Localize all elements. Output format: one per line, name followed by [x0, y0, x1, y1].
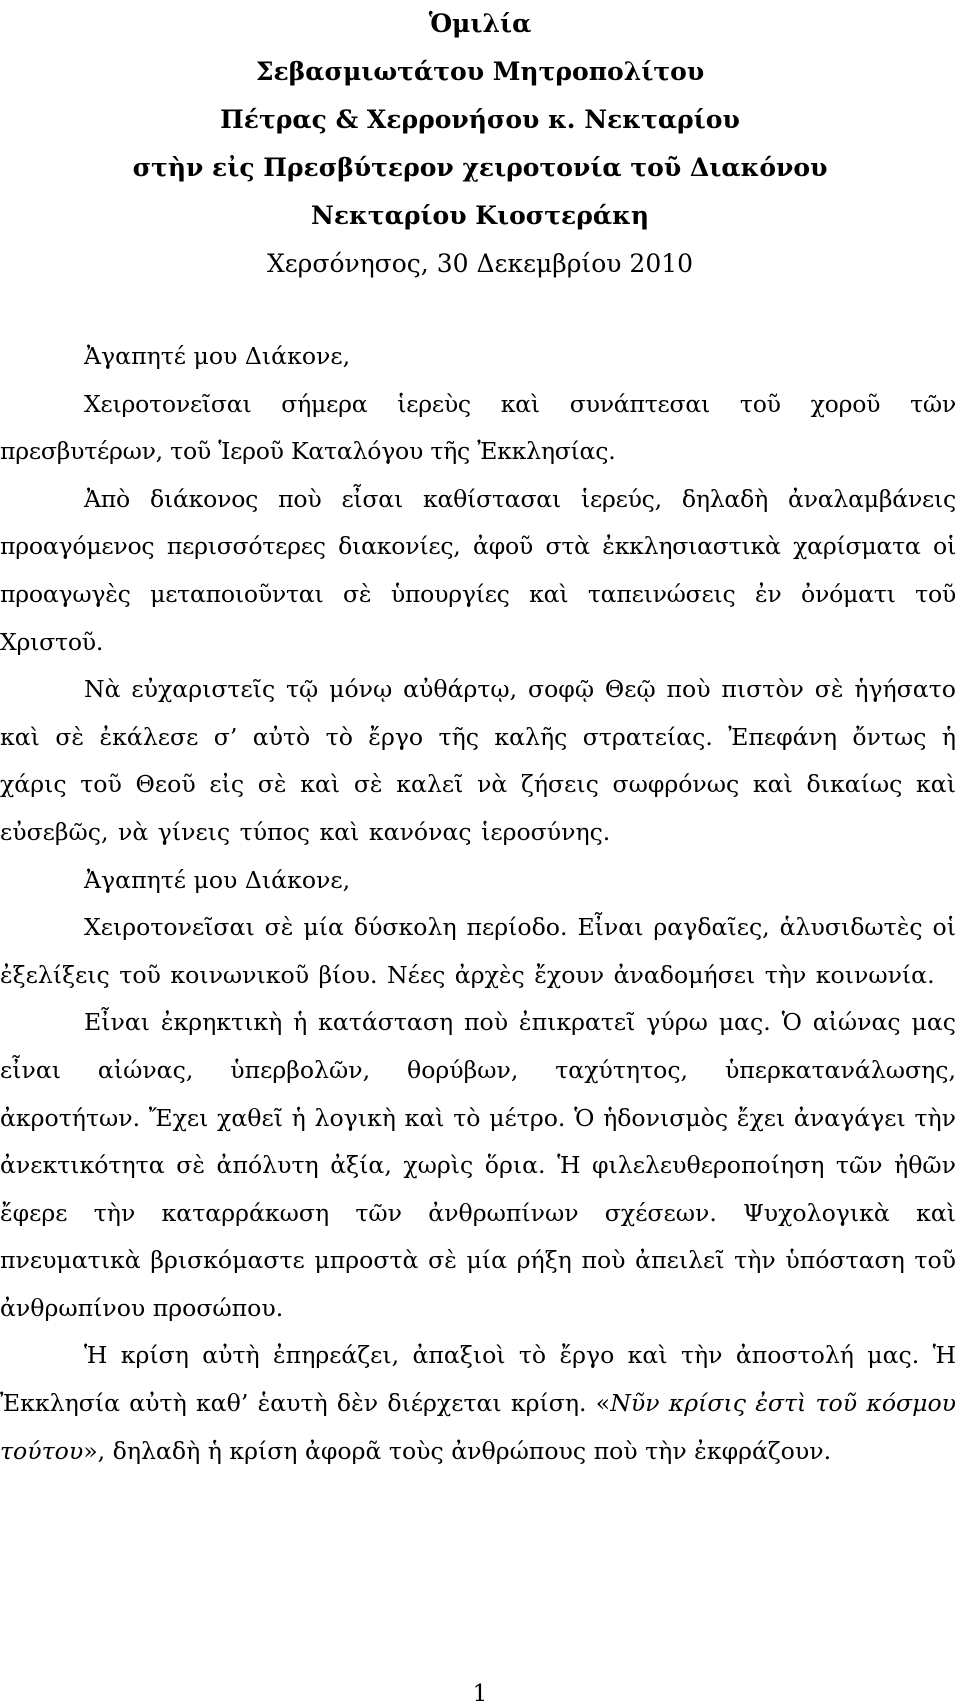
heading-place-date: Χερσόνησος, 30 Δεκεμβρίου 2010 [266, 249, 694, 278]
paragraph-crisis-church-text: Ἡ κρίση αὐτὴ ἐπηρεάζει, ἀπαξιοὶ τὸ ἔργο καὶ τὴν ἀποστολή μας. Ἡ Ἐκκλησία αὐτὴ καθ’ ἑαυτὴ δὲν διέρχεται κρίση. « [0, 1341, 956, 1418]
heading-occasion: στὴν εἰς Πρεσβύτερον χειροτονία τοῦ Διακόνου [132, 153, 828, 182]
homily-body [0, 333, 956, 1475]
paragraph-salutation-2: Ἀγαπητέ μου Διάκονε, [84, 865, 351, 894]
heading-homily: Ὁμιλία [428, 9, 532, 38]
paragraph-ordination: Χειροτονεῖσαι σήμερα ἱερεὺς καὶ συνάπτεσαι τοῦ χοροῦ τῶν πρεσβυτέρων, τοῦ Ἱεροῦ Καταλόγου τῆς Ἐκκλησίας. [0, 389, 956, 466]
homily-heading [0, 0, 960, 288]
heading-see: Πέτρας & Χερρονήσου κ. Νεκταρίου [220, 105, 740, 134]
paragraph-deacon-to-priest: Ἀπὸ διάκονος ποὺ εἶσαι καθίστασαι ἱερεύς, δηλαδὴ ἀναλαμβάνεις προαγόμενος περισσότερες διακονίες, ἀφοῦ στὰ ἐκκλησιαστικὰ χαρίσματα οἱ προαγωγὲς μεταποιοῦνται σὲ ὑπουργίες καὶ ταπεινώσεις ἐν ὀνόματι τοῦ Χριστοῦ. [0, 484, 956, 656]
paragraph-difficult-period: Χειροτονεῖσαι σὲ μία δύσκολη περίοδο. Εἶναι ραγδαῖες, ἁλυσιδωτὲς οἱ ἐξελίξεις τοῦ κοινωνικοῦ βίου. Νέες ἀρχὲς ἔχουν ἀναδομήσει τὴν κοινωνία. [0, 913, 956, 989]
scripture-quote: Νῦν κρίσις ἐστὶ τοῦ κόσμου τούτου [0, 1389, 957, 1465]
page-number: 1 [472, 1681, 488, 1707]
paragraph-crisis-church-ending: », δηλαδὴ ἡ κρίση ἀφορᾶ τοὺς ἀνθρώπους ποὺ τὴν ἐκφράζουν. [83, 1436, 832, 1465]
paragraph-crisis-church [0, 1332, 956, 1475]
heading-ordinand: Νεκταρίου Κιοστεράκη [310, 201, 650, 230]
paragraph-thanksgiving: Νὰ εὐχαριστεῖς τῷ μόνῳ αὐθάρτῳ, σοφῷ Θεῷ ποὺ πιστὸν σὲ ἡγήσατο καὶ σὲ ἐκάλεσε σ’ αὐτὸ τὸ ἔργο τῆς καλῆς στρατείας. Ἐπεφάνη ὄντως ἡ χάρις τοῦ Θεοῦ εἰς σὲ καὶ σὲ καλεῖ νὰ ζήσεις σωφρόνως καὶ δικαίως καὶ εὐσεβῶς, νὰ γίνεις τύπος καὶ κανόνας ἱεροσύνης. [0, 675, 956, 846]
paragraph-crisis-description: Εἶναι ἐκρηκτικὴ ἡ κατάσταση ποὺ ἐπικρατεῖ γύρω μας. Ὁ αἰώνας μας εἶναι αἰώνας, ὑπερβολῶν, θορύβων, ταχύτητος, ὑπερκατανάλωσης, ἀκροτήτων. Ἔχει χαθεῖ ἡ λογικὴ καὶ τὸ μέτρο. Ὁ ἡδονισμὸς ἔχει ἀναγάγει τὴν ἀνεκτικότητα σὲ ἀπόλυτη ἀξία, χωρὶς ὅρια. Ἡ φιλελευθεροποίηση τῶν ἠθῶν ἔφερε τὴν καταρράκωση τῶν ἀνθρωπίνων σχέσεων. Ψυχολογικὰ καὶ πνευματικὰ βρισκόμαστε μπροστὰ σὲ μία ρήξη ποὺ ἀπειλεῖ τὴν ὑπόσταση τοῦ ἀνθρωπίνου προσώπου. [0, 1008, 956, 1322]
heading-metropolitan: Σεβασμιωτάτου Μητροπολίτου [255, 57, 705, 86]
paragraph-salutation-1: Ἀγαπητέ μου Διάκονε, [84, 342, 351, 370]
